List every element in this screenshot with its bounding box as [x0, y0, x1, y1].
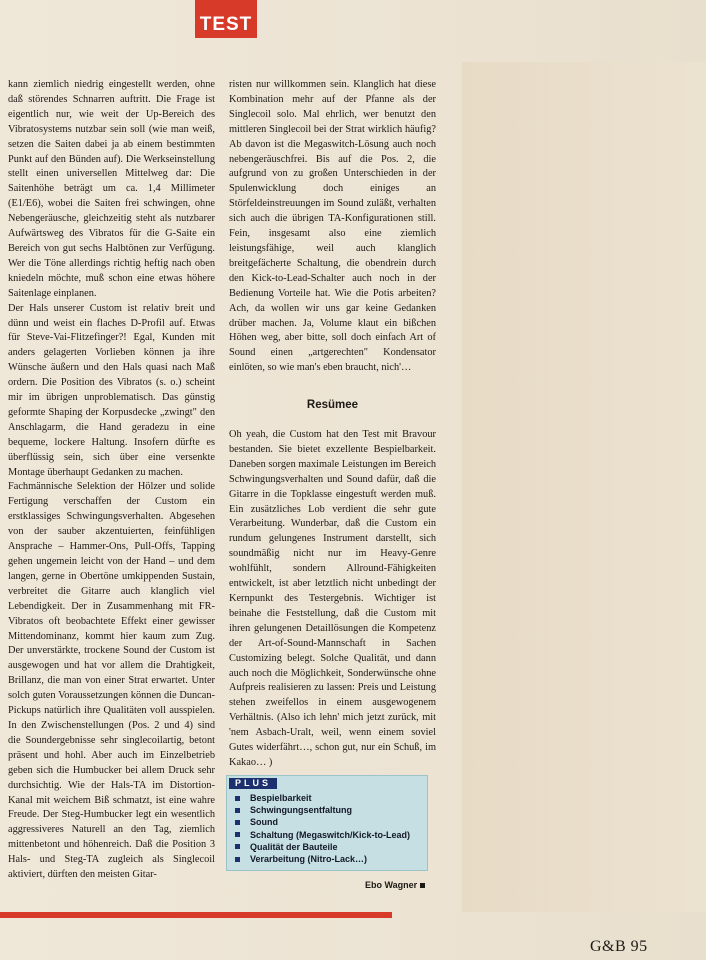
plus-item: Verarbeitung (Nitro-Lack…): [235, 853, 410, 865]
bullet-icon: [235, 857, 240, 862]
plus-item: Bespielbarkeit: [235, 792, 410, 804]
article-column-middle: [229, 78, 436, 376]
article-column-left: [8, 78, 215, 883]
bullet-icon: [235, 844, 240, 849]
resumee-text: [229, 428, 436, 771]
resumee-heading: Resümee: [306, 399, 359, 411]
author-name: Ebo Wagner: [365, 880, 418, 890]
author-byline: [365, 880, 425, 890]
plus-item: Schaltung (Megaswitch/Kick-to-Lead): [235, 829, 410, 841]
paragraph: risten nur willkommen sein. Klanglich hat diese Kombination mehr auf der Pfanne als der Singlecoil solo. Mal ehrlich, wer benutzt den mittleren Singlecoil bei der Strat wirklich häufig? Ab davon ist die Megaswitch-Lösung auch noch nebengeräuschfrei. Bis auf die Pos. 2, die aufgrund von zu großen Unterschieden in der Spulenwicklung doch einiges an Störfeldeinstreuungen im Sound zuläßt, verhalten sich auch die übrigen TA-Konfigurationen still. Fein, insgesamt also eine ziemlich leistungsfähige, weil auch klanglich breitgefächerte Schaltung, die obendrein durch den Kick-to-Lead-Schalter auch noch in der Bedienung Vorteile hat. Wie die Potis arbeiten? Ach, da wollen wir uns gar keine Gedanken drüber machen. Ja, Volume klaut ein bißchen Höhen weg, aber bitte, soll doch einfach Art of Sound einen „artgerechten" Kondensator einlöten, so wie man's eben braucht, nich'…: [229, 79, 436, 374]
end-mark-icon: [420, 883, 425, 888]
plus-item: Sound: [235, 816, 410, 828]
bullet-icon: [235, 796, 240, 801]
page-folio: G&B 95: [590, 938, 648, 955]
paragraph: Fachmännische Selektion der Hölzer und solide Fertigung verschaffen der Custom ein erstklassiges Schwingungsverhalten. Abgesehen von der sauber akzentuierten, feinfühligen Ansprache – Hammer-Ons, Pull-Offs, Tapping gehen ungemein leicht von der Hand – und dem langen, gerne in Obertöne umkippenden Sustain, verbreitet die Gitarre auch klanglich viel Lebendigkeit. Der in Zusammenhang mit FR-Vibratos oft beobachtete Effekt einer gewisser Mittendominanz, kommt hier kaum zum Zug. Der unverstärkte, trockene Sound der Custom ist ausgewogen und hat vor allem die Drahtigkeit, Brillanz, die man von einer Strat erwartet. Unter solch guten Voraussetzungen können die Duncan-Pickups natürlich ihre Qualitäten voll ausspielen. In den Zwischenstellungen (Pos. 2 und 4) sind die Soundergebnisse sehr singlecoilartig, betont präsent und hohl. Aber auch im Einzelbetrieb geben sich die Humbucker bei allem Druck sehr durchsichtig. Wie der Hals-TA im Distortion-Kanal mit weichem Biß schmatzt, ist eine wahre Freude. Der Steg-Humbucker legt ein wesentlich aggressiveres Naturell an den Tag, ziemlich mittenbetont und höhenreich. Daß die Position 3 Hals- und Steg-TA zugleich als Singlecoil aktiviert, dürften den meisten Gitar-: [8, 481, 215, 881]
paragraph: Oh yeah, die Custom hat den Test mit Bravour bestanden. Sie bietet exzellente Bespielbarkeit. Daneben sorgen maximale Leistungen im Bereich Schwingungsverhalten und Sound dafür, daß die Gitarre in die Topklasse eingestuft werden muß. Ein zusätzliches Lob verdient die sehr gute Verarbeitung. Wunderbar, daß die Custom ein rundum gelungenes Instrument darstellt, sich soundmäßig nicht nur im Heavy-Genre wohlfühlt, sondern Allround-Fähigkeiten entwickelt, ist aber letztlich nicht unbedingt der Kernpunkt des Testergebnis. Wichtiger ist beinahe die Feststellung, daß die Custom mit ihren gelungenen Detaillösungen die Kompetenz der Art-of-Sound-Mannschaft in Sachen Customizing belegt. Solche Qualität, und dann auch noch die Möglichkeit, Sonderwünsche ohne Aufpreis realisieren zu lassen: Preis und Leistung stehen zweifellos in einem ausgewogenem Verhältnis. (Also ich lehn' mich jetzt zurück, mit 'nem Asbach-Uralt, weil, wenn einem soviel Gutes widerfährt…, schon gut, nur ein Schuß, im Kakao… ): [229, 429, 436, 768]
bullet-icon: [235, 808, 240, 813]
plus-item: Schwingungsentfaltung: [235, 804, 410, 816]
bullet-icon: [235, 820, 240, 825]
plus-item: Qualität der Bauteile: [235, 841, 410, 853]
plus-box: [226, 775, 428, 871]
plus-label: PLUS: [229, 778, 277, 789]
section-badge: TEST: [195, 0, 257, 38]
page-margin-strip: [462, 62, 706, 912]
paragraph: kann ziemlich niedrig eingestellt werden, ohne daß störendes Schnarren auftritt. Die Frage ist eigentlich nur, wie weit der Up-Bereich des Vibratosystems nutzbar sein soll (wie man weiß, setzen die Saiten dabei ja ab einem bestimmten Punkt auf den Bünden auf). Die Werkseinstellung stellt einen universellen Mittelweg dar: Die Saitenhöhe beträgt um ca. 1,4 Millimeter (E1/E6), wobei die Saiten frei schwingen, ohne Nebengeräusche, gleichzeitig steht als nutzbarer Aufwärtsweg des Vibratos für die G-Saite ein Bereich von gut sechs Halbtönen zur Verfügung. Wer die Töne allerdings richtig heftig nach oben kniedeln möchte, muß schon eine etwas höhere Saitenlage einplanen.: [8, 79, 215, 299]
paragraph: Der Hals unserer Custom ist relativ breit und dünn und weist ein flaches D-Profil auf. Etwas für Steve-Vai-Flitzefinger?! Egal, Kunden mit anders gelagerten Vorlieben können ja ihre Wünsche äußern und den Hals quasi nach Maß ordern. Die Position des Vibratos (s. o.) scheint mir im übrigen unproblematisch. Das günstig geformte Shaping der Korpusdecke „zwingt" den Anschlagarm, die Hand geradezu in eine bequeme, lockere Haltung. Insofern dürfte es überflüssig sein, sich über eine versenkte Montage überhaupt Gedanken zu machen.: [8, 302, 215, 478]
bullet-icon: [235, 832, 240, 837]
plus-list: [235, 792, 410, 865]
footer-red-rule: [0, 912, 392, 918]
